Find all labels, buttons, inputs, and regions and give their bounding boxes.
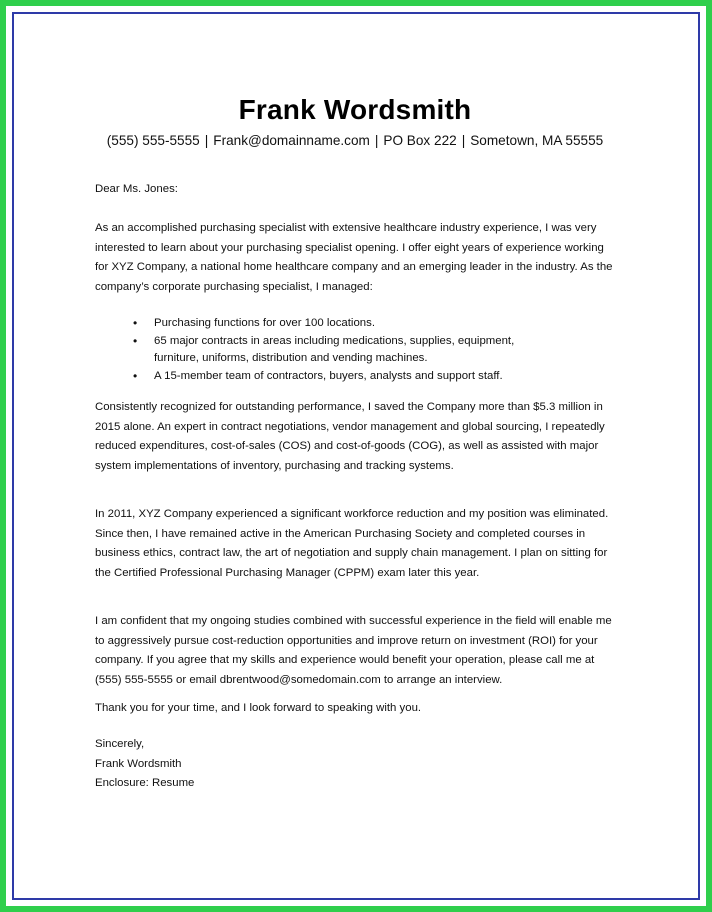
signature-name: Frank Wordsmith [95,757,182,770]
contact-email: Frank@domainname.com [213,133,370,148]
contact-separator: | [374,133,379,148]
list-item: • A 15-member team of contractors, buyers, analysts and support staff. [133,368,553,386]
salutation: Dear Ms. Jones: [95,183,178,195]
contact-separator: | [204,133,209,148]
contact-po-box: PO Box 222 [383,133,457,148]
contact-phone: (555) 555-5555 [106,133,200,148]
paragraph-achievements: Consistently recognized for outstanding performance, I saved the Company more than $5.3 million in 2015 alone. An expert in contract negotiations, vendor management and global sourcing, I repeatedly reduced expenditures, cost-of-sales (COS) and cost-of-goods (COG), as well as assisted with major system implementations of inventory, purchasing and tracking systems. [95,401,605,472]
closing-phrase: Sincerely, [95,738,145,750]
paragraph-career-update: In 2011, XYZ Company experienced a significant workforce reduction and my position was eliminated. Since then, I have remained active in the American Purchasing Society and completed courses in business ethics, contract law, the art of negotiation and supply chain management. I plan on sitting for the Certified Professional Purchasing Manager (CPPM) exam later this year. [95,508,609,579]
applicant-name: Frank Wordsmith [238,94,472,125]
enclosure-note: Enclosure: Resume [95,777,195,789]
responsibilities-list [133,315,553,385]
paragraph-call-to-action: I am confident that my ongoing studies combined with successful experience in the field will enable me to aggressively pursue cost-reduction opportunities and improve return on investment (ROI) for your company. If you agree that my skills and experience would benefit your operation, please call me at (555) 555-5555 or email dbrentwood@somedomain.com to arrange an interview. [95,615,612,686]
contact-separator: | [461,133,466,148]
contact-line [95,133,615,148]
closing-block [95,735,194,794]
list-item: • Purchasing functions for over 100 locations. [133,315,553,333]
contact-city: Sometown, MA 55555 [470,133,604,148]
paragraph-intro: As an accomplished purchasing specialist with extensive healthcare industry experience, I was very interested to learn about your purchasing specialist opening. I offer eight years of experience working for XYZ Company, a national home healthcare company and an emerging leader in the industry. As the company’s corporate purchasing specialist, I managed: [95,222,613,293]
thank-you-line: Thank you for your time, and I look forward to speaking with you. [95,702,422,714]
list-item: • 65 major contracts in areas including medications, supplies, equipment, furniture, uniforms, distribution and vending machines. [133,333,553,368]
